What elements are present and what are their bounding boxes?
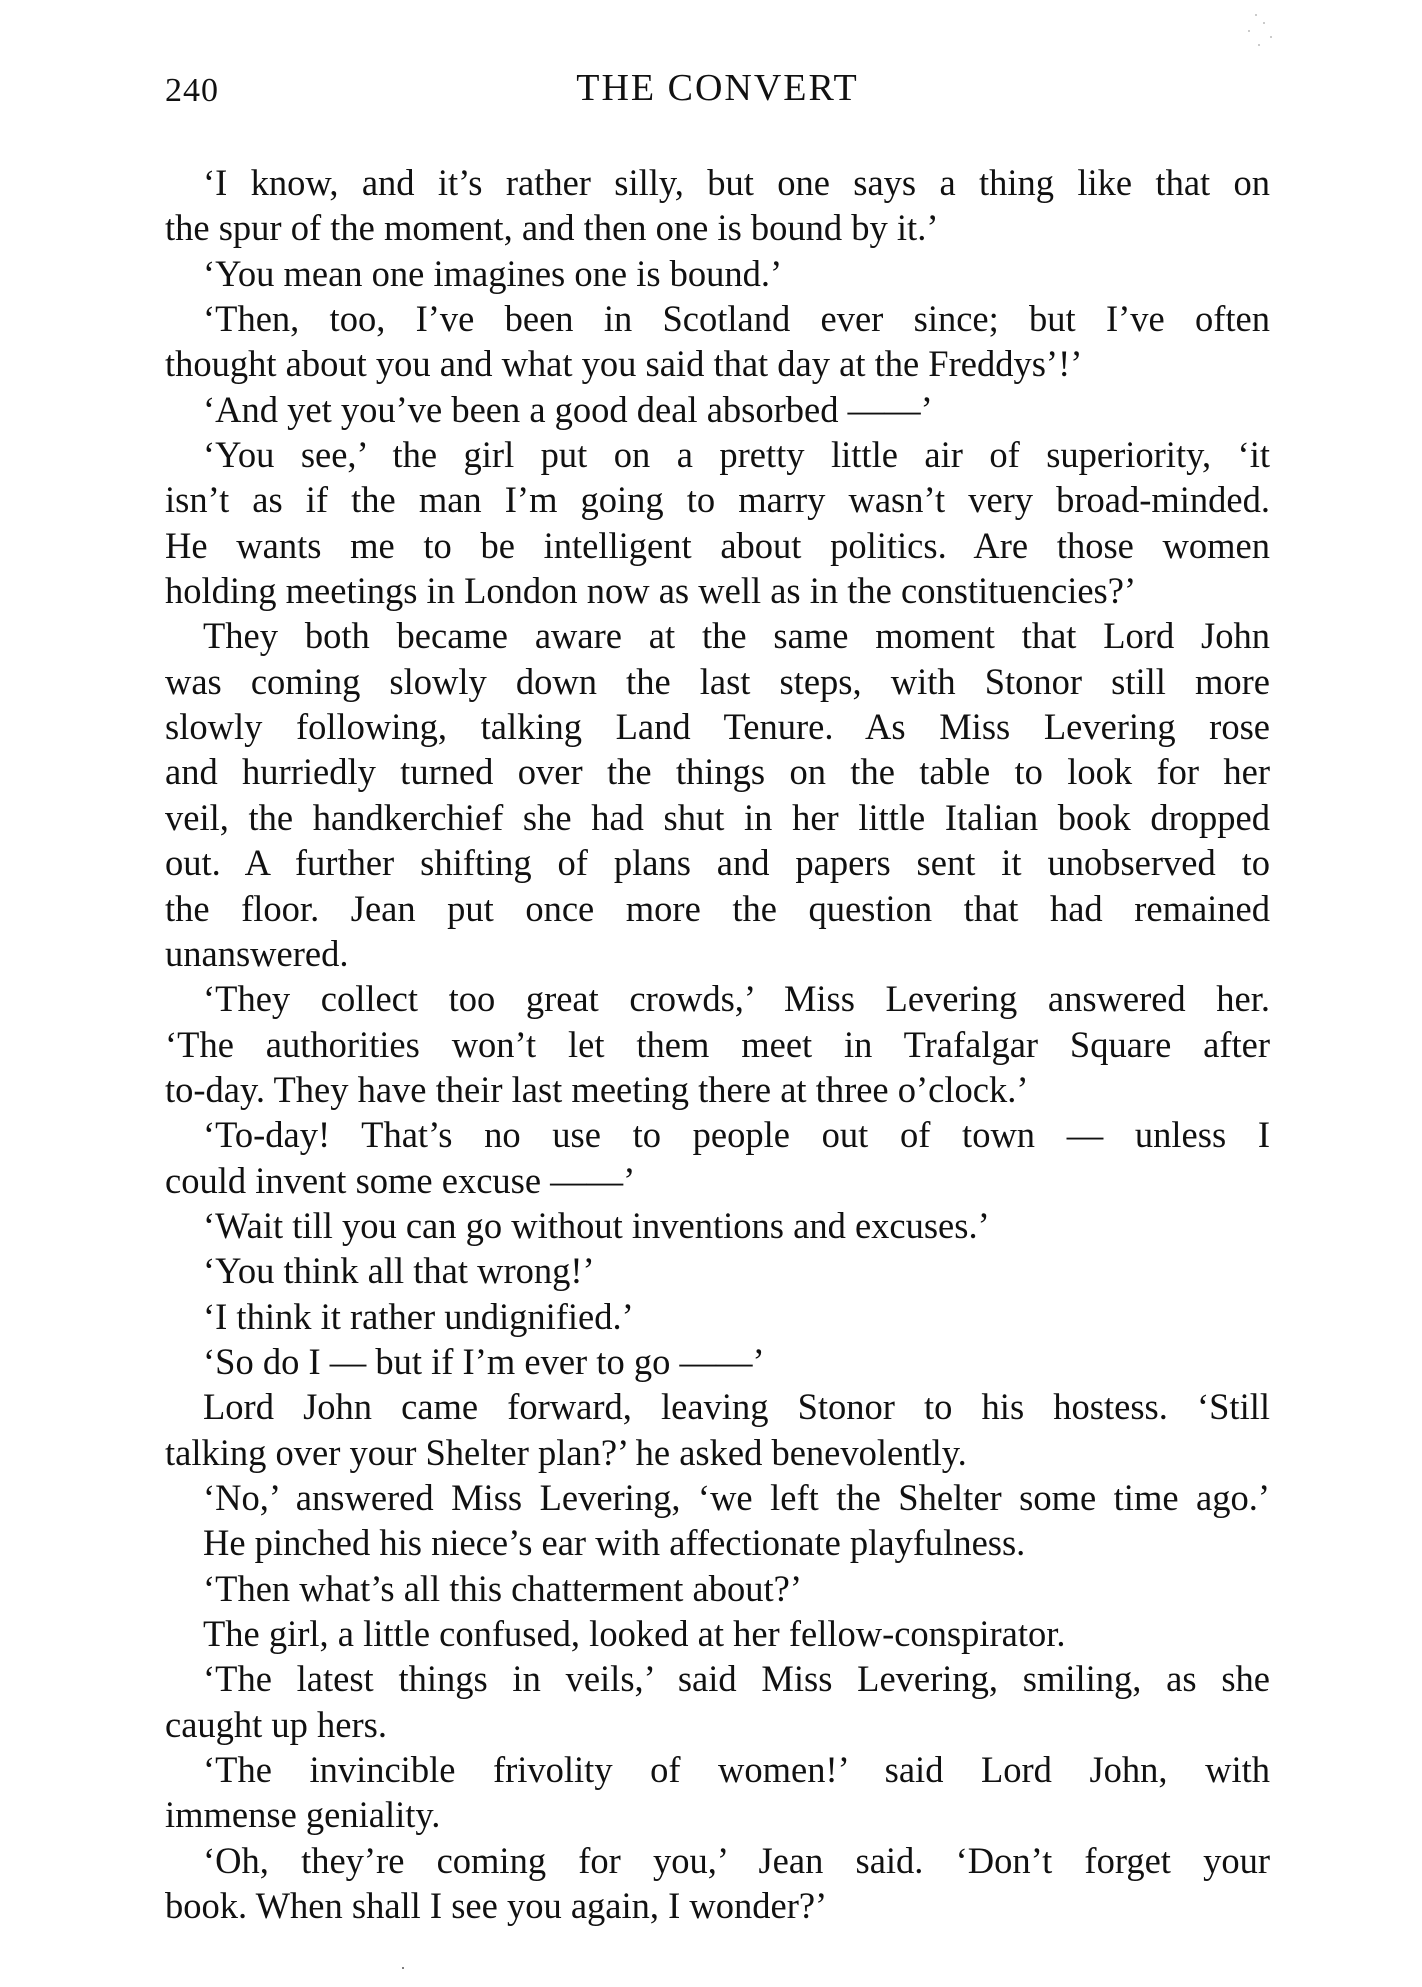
text-line: ‘Then, too, I’ve been in Scotland ever since; but I’ve often xyxy=(203,298,1270,340)
text-line: ‘Wait till you can go without inventions and excuses.’ xyxy=(203,1204,990,1246)
paper-speck xyxy=(1258,44,1260,46)
text-line: holding meetings in London now as well as in the constituencies?’ xyxy=(165,570,1137,612)
text-line: caught up hers. xyxy=(165,1703,387,1745)
text-line: immense geniality. xyxy=(165,1794,441,1836)
text-line: ‘To-day! That’s no use to people out of town — unless I xyxy=(203,1114,1270,1156)
running-title: THE CONVERT xyxy=(576,67,859,109)
text-line: ‘I know, and it’s rather silly, but one says a thing like that on xyxy=(203,162,1270,203)
text-line: He wants me to be intelligent about politics. Are those women xyxy=(165,524,1270,566)
text-line: Lord John came forward, leaving Stonor to his hostess. ‘Still xyxy=(203,1386,1270,1428)
text-line: was coming slowly down the last steps, with Stonor still more xyxy=(165,660,1270,702)
text-line: book. When shall I see you again, I wonder?’ xyxy=(165,1885,828,1927)
text-line: the spur of the moment, and then one is bound by it.’ xyxy=(165,207,939,249)
text-line: and hurriedly turned over the things on the table to look for her xyxy=(165,751,1270,793)
paper-speck xyxy=(1263,22,1265,24)
paper-speck xyxy=(402,1967,404,1969)
text-line: The girl, a little confused, looked at her fellow-conspirator. xyxy=(203,1613,1066,1654)
text-line: ‘You think all that wrong!’ xyxy=(203,1250,595,1292)
text-line: ‘So do I — but if I’m ever to go ——’ xyxy=(203,1340,765,1382)
text-line: They both became aware at the same moment that Lord John xyxy=(203,615,1270,657)
text-line: ‘The invincible frivolity of women!’ said Lord John, with xyxy=(203,1749,1270,1791)
page-number: 240 xyxy=(165,72,219,109)
text-line: ‘The authorities won’t let them meet in Trafalgar Square after xyxy=(165,1023,1270,1065)
text-line: ‘The latest things in veils,’ said Miss Levering, smiling, as she xyxy=(203,1658,1270,1700)
text-line: the floor. Jean put once more the question that had remained xyxy=(165,887,1270,929)
text-line: ‘Oh, they’re coming for you,’ Jean said. ‘Don’t forget your xyxy=(203,1839,1270,1881)
paper-speck xyxy=(1255,14,1257,16)
text-line: ‘I think it rather undignified.’ xyxy=(203,1295,634,1337)
text-line: slowly following, talking Land Tenure. As Miss Levering rose xyxy=(165,706,1270,748)
text-line: ‘And yet you’ve been a good deal absorbed ——’ xyxy=(203,388,933,430)
text-line: isn’t as if the man I’m going to marry wasn’t very broad-minded. xyxy=(165,479,1270,521)
body-text xyxy=(165,160,1270,1928)
text-line: could invent some excuse ——’ xyxy=(165,1159,636,1201)
text-line: out. A further shifting of plans and papers sent it unobserved to xyxy=(165,842,1270,884)
text-line: ‘No,’ answered Miss Levering, ‘we left the Shelter some time ago.’ xyxy=(203,1476,1270,1518)
text-line: talking over your Shelter plan?’ he asked benevolently. xyxy=(165,1431,967,1473)
page-header xyxy=(165,66,1270,116)
text-line: ‘They collect too great crowds,’ Miss Levering answered her. xyxy=(203,978,1270,1020)
text-line: He pinched his niece’s ear with affectionate playfulness. xyxy=(203,1522,1026,1564)
paper-speck xyxy=(1248,30,1250,32)
text-line: to-day. They have their last meeting there at three o’clock.’ xyxy=(165,1068,1029,1110)
text-line: ‘You see,’ the girl put on a pretty little air of superiority, ‘it xyxy=(203,434,1270,476)
text-line: thought about you and what you said that day at the Freddys’!’ xyxy=(165,343,1083,385)
text-line: unanswered. xyxy=(165,932,349,974)
text-line: veil, the handkerchief she had shut in her little Italian book dropped xyxy=(165,796,1270,838)
paper-speck xyxy=(1270,36,1272,38)
text-line: ‘You mean one imagines one is bound.’ xyxy=(203,252,783,294)
text-line: ‘Then what’s all this chatterment about?’ xyxy=(203,1567,803,1609)
